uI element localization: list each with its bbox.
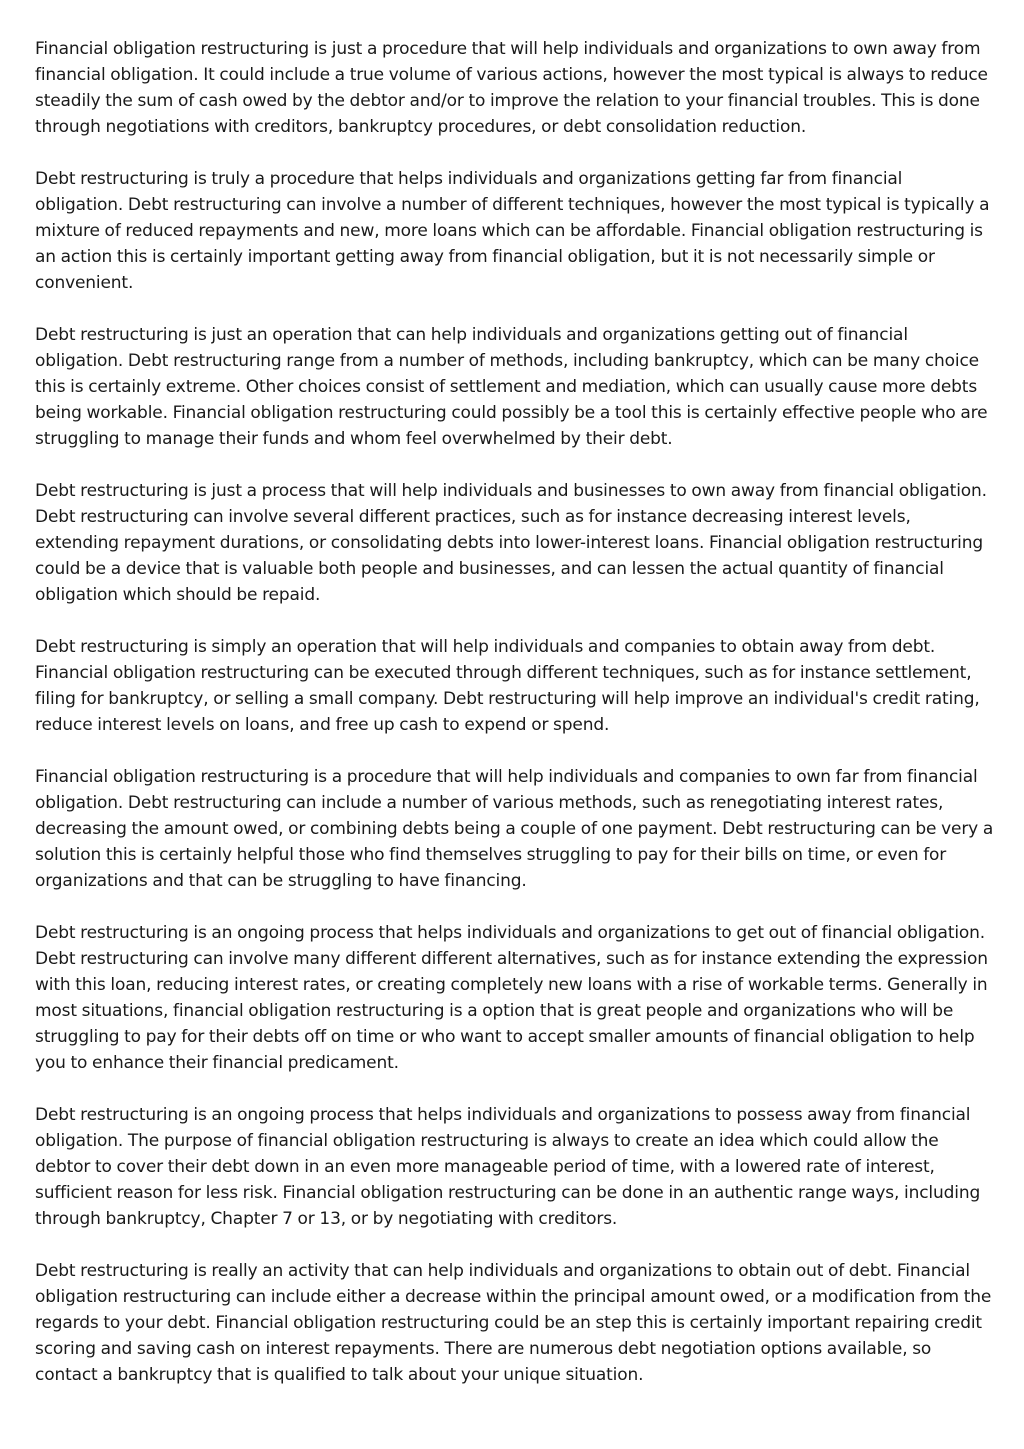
document-body xyxy=(35,36,995,1414)
paragraph-1: Financial obligation restructuring is just a procedure that will help individuals and organizations to own away from financial obligation. It could include a true volume of various actions, however the most typical is always to reduce steadily the sum of cash owed by the debtor and/or to improve the relation to your financial troubles. This is done through negotiations with creditors, bankruptcy procedures, or debt consolidation reduction. xyxy=(35,39,988,137)
paragraph-6: Financial obligation restructuring is a procedure that will help individuals and companies to own far from financial obligation. Debt restructuring can include a number of various methods, such as renegotiating interest rates, decreasing the amount owed, or combining debts being a couple of one payment. Debt restructuring can be very a solution this is certainly helpful those who find themselves struggling to pay for their bills on time, or even for organizations and that can be struggling to have financing. xyxy=(35,767,994,891)
paragraph-7: Debt restructuring is an ongoing process that helps individuals and organizations to get out of financial obligation. Debt restructuring can involve many different different alternatives, such as for instance extending the expression with this loan, reducing interest rates, or creating completely new loans with a rise of workable terms. Generally in most situations, financial obligation restructuring is a option that is great people and organizations who will be struggling to pay for their debts off on time or who want to accept smaller amounts of financial obligation to help you to enhance their financial predicament. xyxy=(35,923,988,1073)
paragraph-3: Debt restructuring is just an operation that can help individuals and organizations getting out of financial obligation. Debt restructuring range from a number of methods, including bankruptcy, which can be many choice this is certainly extreme. Other choices consist of settlement and mediation, which can usually cause more debts being workable. Financial obligation restructuring could possibly be a tool this is certainly effective people who are struggling to manage their funds and whom feel overwhelmed by their debt. xyxy=(35,325,988,449)
paragraph-9: Debt restructuring is really an activity that can help individuals and organizations to obtain out of debt. Financial obligation restructuring can include either a decrease within the principal amount owed, or a modification from the regards to your debt. Financial obligation restructuring could be an step this is certainly important repairing credit scoring and saving cash on interest repayments. There are numerous debt negotiation options available, so contact a bankruptcy that is qualified to talk about your unique situation. xyxy=(35,1261,992,1385)
paragraph-8: Debt restructuring is an ongoing process that helps individuals and organizations to possess away from financial obligation. The purpose of financial obligation restructuring is always to create an idea which could allow the debtor to cover their debt down in an even more manageable period of time, with a lowered rate of interest, sufficient reason for less risk. Financial obligation restructuring can be done in an authentic range ways, including through bankruptcy, Chapter 7 or 13, or by negotiating with creditors. xyxy=(35,1105,981,1229)
paragraph-4: Debt restructuring is just a process that will help individuals and businesses to own away from financial obligation. Debt restructuring can involve several different practices, such as for instance decreasing interest levels, extending repayment durations, or consolidating debts into lower-interest loans. Financial obligation restructuring could be a device that is valuable both people and businesses, and can lessen the actual quantity of financial obligation which should be repaid. xyxy=(35,481,987,605)
paragraph-2: Debt restructuring is truly a procedure that helps individuals and organizations getting far from financial obligation. Debt restructuring can involve a number of different techniques, however the most typical is typically a mixture of reduced repayments and new, more loans which can be affordable. Financial obligation restructuring is an action this is certainly important getting away from financial obligation, but it is not necessarily simple or convenient. xyxy=(35,169,990,293)
paragraph-5: Debt restructuring is simply an operation that will help individuals and companies to obtain away from debt. Financial obligation restructuring can be executed through different techniques, such as for instance settlement, filing for bankruptcy, or selling a small company. Debt restructuring will help improve an individual's credit rating, reduce interest levels on loans, and free up cash to expend or spend. xyxy=(35,637,980,735)
